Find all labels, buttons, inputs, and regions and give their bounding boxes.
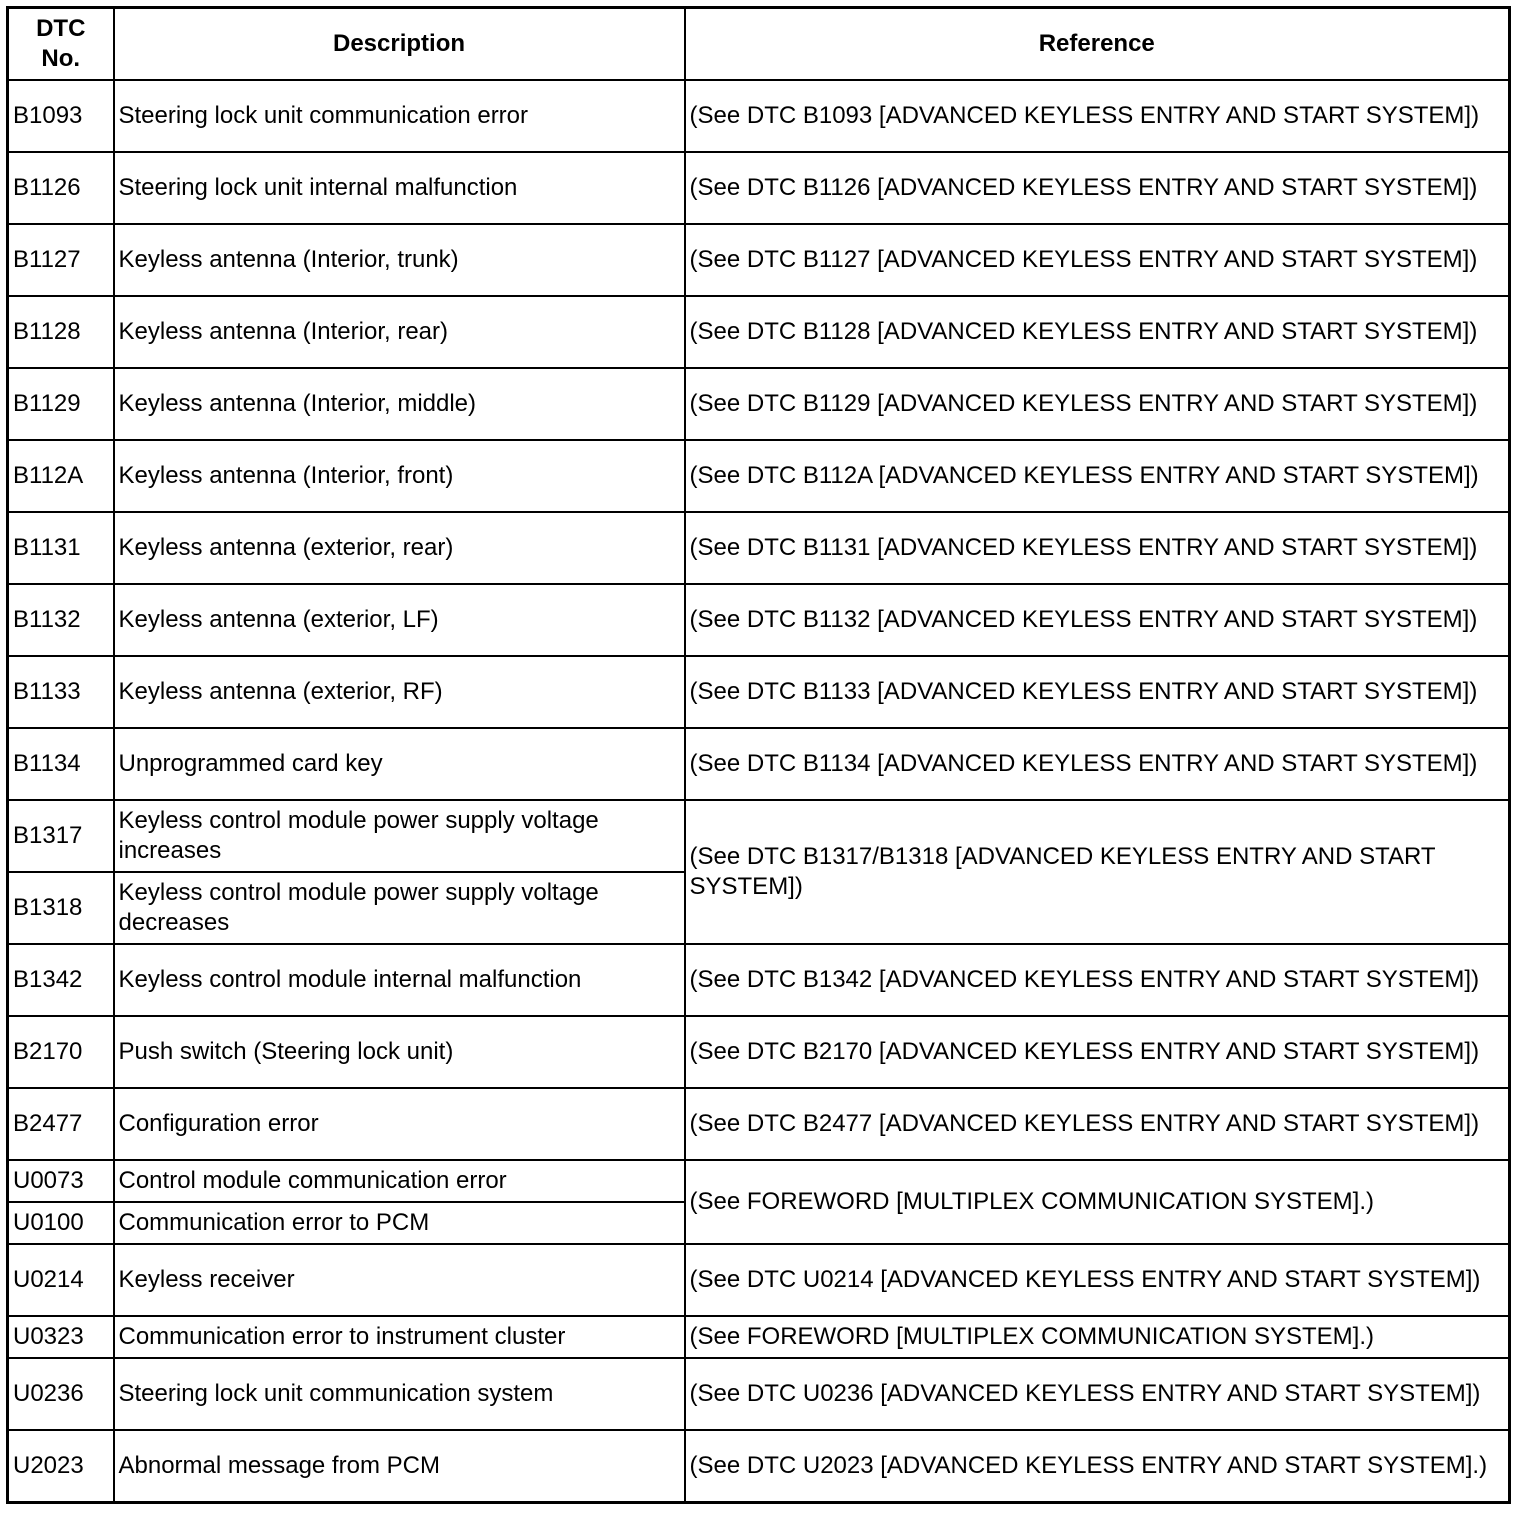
reference-cell: (See DTC B1126 [ADVANCED KEYLESS ENTRY AND START SYSTEM]) bbox=[685, 152, 1510, 224]
reference-cell: (See DTC B1128 [ADVANCED KEYLESS ENTRY AND START SYSTEM]) bbox=[685, 296, 1510, 368]
dtc-table bbox=[6, 6, 1511, 1504]
description-cell: Keyless control module power supply voltage increases bbox=[114, 800, 685, 872]
header-row bbox=[8, 8, 1510, 81]
table-row bbox=[8, 1430, 1510, 1503]
reference-cell: (See DTC B1132 [ADVANCED KEYLESS ENTRY AND START SYSTEM]) bbox=[685, 584, 1510, 656]
description-cell: Keyless antenna (exterior, RF) bbox=[114, 656, 685, 728]
table-row bbox=[8, 1160, 1510, 1202]
dtc-code-cell: B112A bbox=[8, 440, 114, 512]
header-dtc-line1: DTC bbox=[36, 15, 86, 42]
reference-cell: (See FOREWORD [MULTIPLEX COMMUNICATION SYSTEM].) bbox=[685, 1316, 1510, 1358]
reference-cell: (See DTC B1131 [ADVANCED KEYLESS ENTRY AND START SYSTEM]) bbox=[685, 512, 1510, 584]
reference-cell: (See DTC B112A [ADVANCED KEYLESS ENTRY AND START SYSTEM]) bbox=[685, 440, 1510, 512]
table-row bbox=[8, 1244, 1510, 1316]
description-cell: Communication error to instrument cluster bbox=[114, 1316, 685, 1358]
dtc-code-cell: B1342 bbox=[8, 944, 114, 1016]
header-description: Description bbox=[114, 8, 685, 81]
dtc-code-cell: B1126 bbox=[8, 152, 114, 224]
dtc-code-cell: U2023 bbox=[8, 1430, 114, 1503]
reference-cell: (See DTC B1342 [ADVANCED KEYLESS ENTRY AND START SYSTEM]) bbox=[685, 944, 1510, 1016]
table-row bbox=[8, 1016, 1510, 1088]
description-cell: Keyless antenna (Interior, rear) bbox=[114, 296, 685, 368]
dtc-code-cell: B2477 bbox=[8, 1088, 114, 1160]
description-cell: Keyless antenna (Interior, trunk) bbox=[114, 224, 685, 296]
table-row bbox=[8, 584, 1510, 656]
reference-cell: (See DTC B2170 [ADVANCED KEYLESS ENTRY AND START SYSTEM]) bbox=[685, 1016, 1510, 1088]
description-cell: Abnormal message from PCM bbox=[114, 1430, 685, 1503]
description-cell: Steering lock unit communication system bbox=[114, 1358, 685, 1430]
reference-cell: (See DTC B1133 [ADVANCED KEYLESS ENTRY AND START SYSTEM]) bbox=[685, 656, 1510, 728]
dtc-code-cell: B1093 bbox=[8, 80, 114, 152]
description-cell: Keyless antenna (Interior, middle) bbox=[114, 368, 685, 440]
table-row bbox=[8, 440, 1510, 512]
table-row bbox=[8, 296, 1510, 368]
description-cell: Keyless control module power supply voltage decreases bbox=[114, 872, 685, 944]
table-row bbox=[8, 1358, 1510, 1430]
reference-cell: (See DTC B1093 [ADVANCED KEYLESS ENTRY AND START SYSTEM]) bbox=[685, 80, 1510, 152]
table-row bbox=[8, 1316, 1510, 1358]
table-row bbox=[8, 1088, 1510, 1160]
reference-cell-merged: (See DTC B1317/B1318 [ADVANCED KEYLESS ENTRY AND START SYSTEM]) bbox=[685, 800, 1510, 944]
header-dtc-no bbox=[8, 8, 114, 81]
description-cell: Keyless receiver bbox=[114, 1244, 685, 1316]
header-reference: Reference bbox=[685, 8, 1510, 81]
dtc-code-cell: U0323 bbox=[8, 1316, 114, 1358]
dtc-code-cell: B1318 bbox=[8, 872, 114, 944]
description-cell: Push switch (Steering lock unit) bbox=[114, 1016, 685, 1088]
dtc-code-cell: B1131 bbox=[8, 512, 114, 584]
reference-cell: (See DTC B2477 [ADVANCED KEYLESS ENTRY AND START SYSTEM]) bbox=[685, 1088, 1510, 1160]
dtc-code-cell: B1128 bbox=[8, 296, 114, 368]
reference-cell: (See DTC B1134 [ADVANCED KEYLESS ENTRY AND START SYSTEM]) bbox=[685, 728, 1510, 800]
dtc-code-cell: U0100 bbox=[8, 1202, 114, 1244]
table-row bbox=[8, 728, 1510, 800]
dtc-code-cell: U0073 bbox=[8, 1160, 114, 1202]
description-cell: Keyless antenna (exterior, LF) bbox=[114, 584, 685, 656]
dtc-table-container bbox=[6, 6, 1508, 1504]
dtc-code-cell: B1129 bbox=[8, 368, 114, 440]
header-dtc-line2: No. bbox=[41, 45, 81, 72]
description-cell: Steering lock unit internal malfunction bbox=[114, 152, 685, 224]
table-row bbox=[8, 944, 1510, 1016]
dtc-code-cell: B1133 bbox=[8, 656, 114, 728]
table-row bbox=[8, 224, 1510, 296]
dtc-code-cell: B1317 bbox=[8, 800, 114, 872]
description-cell: Control module communication error bbox=[114, 1160, 685, 1202]
table-row bbox=[8, 800, 1510, 872]
reference-cell: (See DTC U2023 [ADVANCED KEYLESS ENTRY AND START SYSTEM].) bbox=[685, 1430, 1510, 1503]
description-cell: Keyless control module internal malfunction bbox=[114, 944, 685, 1016]
table-row bbox=[8, 512, 1510, 584]
dtc-code-cell: B1127 bbox=[8, 224, 114, 296]
description-cell: Steering lock unit communication error bbox=[114, 80, 685, 152]
description-cell: Unprogrammed card key bbox=[114, 728, 685, 800]
reference-cell-merged: (See FOREWORD [MULTIPLEX COMMUNICATION SYSTEM].) bbox=[685, 1160, 1510, 1244]
dtc-code-cell: B1132 bbox=[8, 584, 114, 656]
dtc-code-cell: B1134 bbox=[8, 728, 114, 800]
table-row bbox=[8, 656, 1510, 728]
dtc-code-cell: U0214 bbox=[8, 1244, 114, 1316]
reference-cell: (See DTC B1127 [ADVANCED KEYLESS ENTRY AND START SYSTEM]) bbox=[685, 224, 1510, 296]
table-row bbox=[8, 152, 1510, 224]
table-row bbox=[8, 368, 1510, 440]
reference-cell: (See DTC U0236 [ADVANCED KEYLESS ENTRY AND START SYSTEM]) bbox=[685, 1358, 1510, 1430]
description-cell: Keyless antenna (Interior, front) bbox=[114, 440, 685, 512]
dtc-code-cell: B2170 bbox=[8, 1016, 114, 1088]
table-row bbox=[8, 80, 1510, 152]
description-cell: Communication error to PCM bbox=[114, 1202, 685, 1244]
description-cell: Configuration error bbox=[114, 1088, 685, 1160]
reference-cell: (See DTC U0214 [ADVANCED KEYLESS ENTRY AND START SYSTEM]) bbox=[685, 1244, 1510, 1316]
description-cell: Keyless antenna (exterior, rear) bbox=[114, 512, 685, 584]
dtc-code-cell: U0236 bbox=[8, 1358, 114, 1430]
reference-cell: (See DTC B1129 [ADVANCED KEYLESS ENTRY AND START SYSTEM]) bbox=[685, 368, 1510, 440]
